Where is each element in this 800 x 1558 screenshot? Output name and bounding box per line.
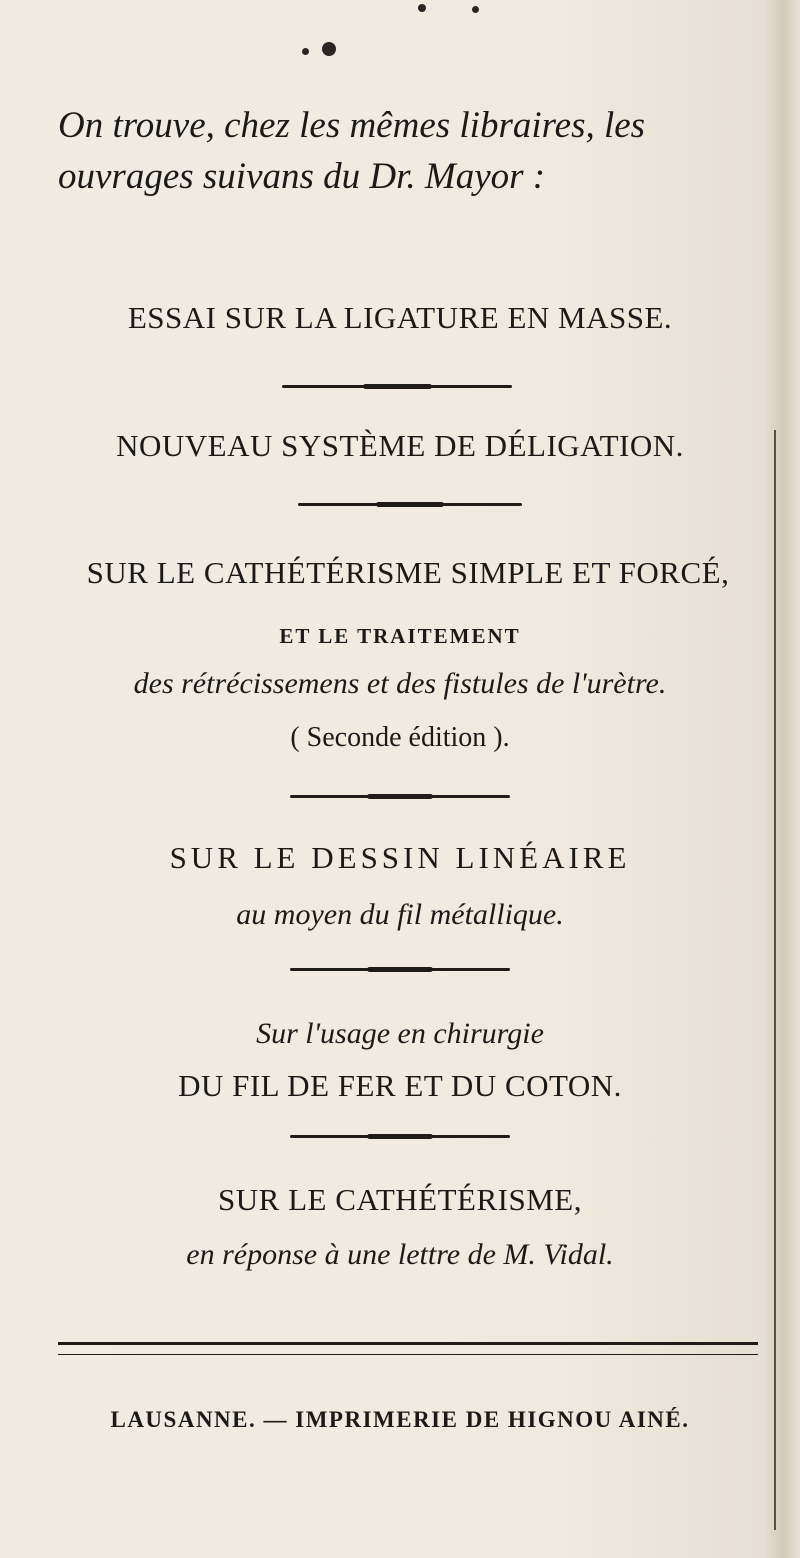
ink-blot-top-small	[302, 48, 309, 55]
gutter-shadow	[774, 430, 776, 1530]
separator-rule	[290, 968, 510, 971]
work-dessin-title: SUR LE DESSIN LINÉAIRE	[169, 840, 631, 875]
separator-rule	[290, 795, 510, 798]
work-dessin-description: au moyen du fil métallique.	[236, 898, 564, 931]
work-catheterisme-edition: ( Seconde édition ).	[290, 722, 510, 753]
work-catheterisme-subtitle: ET LE TRAITEMENT	[279, 624, 521, 648]
ink-blot-top-left	[418, 4, 426, 12]
work-reponse-title: SUR LE CATHÉTÉRISME,	[218, 1182, 582, 1217]
work-catheterisme-description: des rétrécissemens et des fistules de l'urètre.	[133, 667, 667, 700]
separator-rule	[282, 385, 512, 388]
work-reponse-description: en réponse à une lettre de M. Vidal.	[186, 1238, 614, 1271]
ink-blot-top-right	[472, 6, 479, 13]
ink-blot-top	[322, 42, 336, 56]
intro-line-2: ouvrages suivans du Dr. Mayor :	[58, 156, 546, 197]
work-catheterisme-title: SUR LE CATHÉTÉRISME SIMPLE ET FORCÉ,	[86, 555, 730, 590]
work-fil-title: DU FIL DE FER ET DU COTON.	[178, 1068, 622, 1103]
footer-double-rule	[58, 1342, 758, 1355]
separator-rule	[290, 1135, 510, 1138]
intro-line-1: On trouve, chez les mêmes libraires, les	[58, 105, 646, 146]
book-gutter	[766, 0, 800, 1558]
work-ligature-title: ESSAI SUR LA LIGATURE EN MASSE.	[127, 300, 673, 335]
footer-imprint: LAUSANNE. — IMPRIMERIE DE HIGNOU AINÉ.	[110, 1407, 690, 1432]
work-fil-intro: Sur l'usage en chirurgie	[256, 1017, 544, 1050]
work-deligation-title: NOUVEAU SYSTÈME DE DÉLIGATION.	[116, 428, 684, 463]
separator-rule	[298, 503, 522, 506]
